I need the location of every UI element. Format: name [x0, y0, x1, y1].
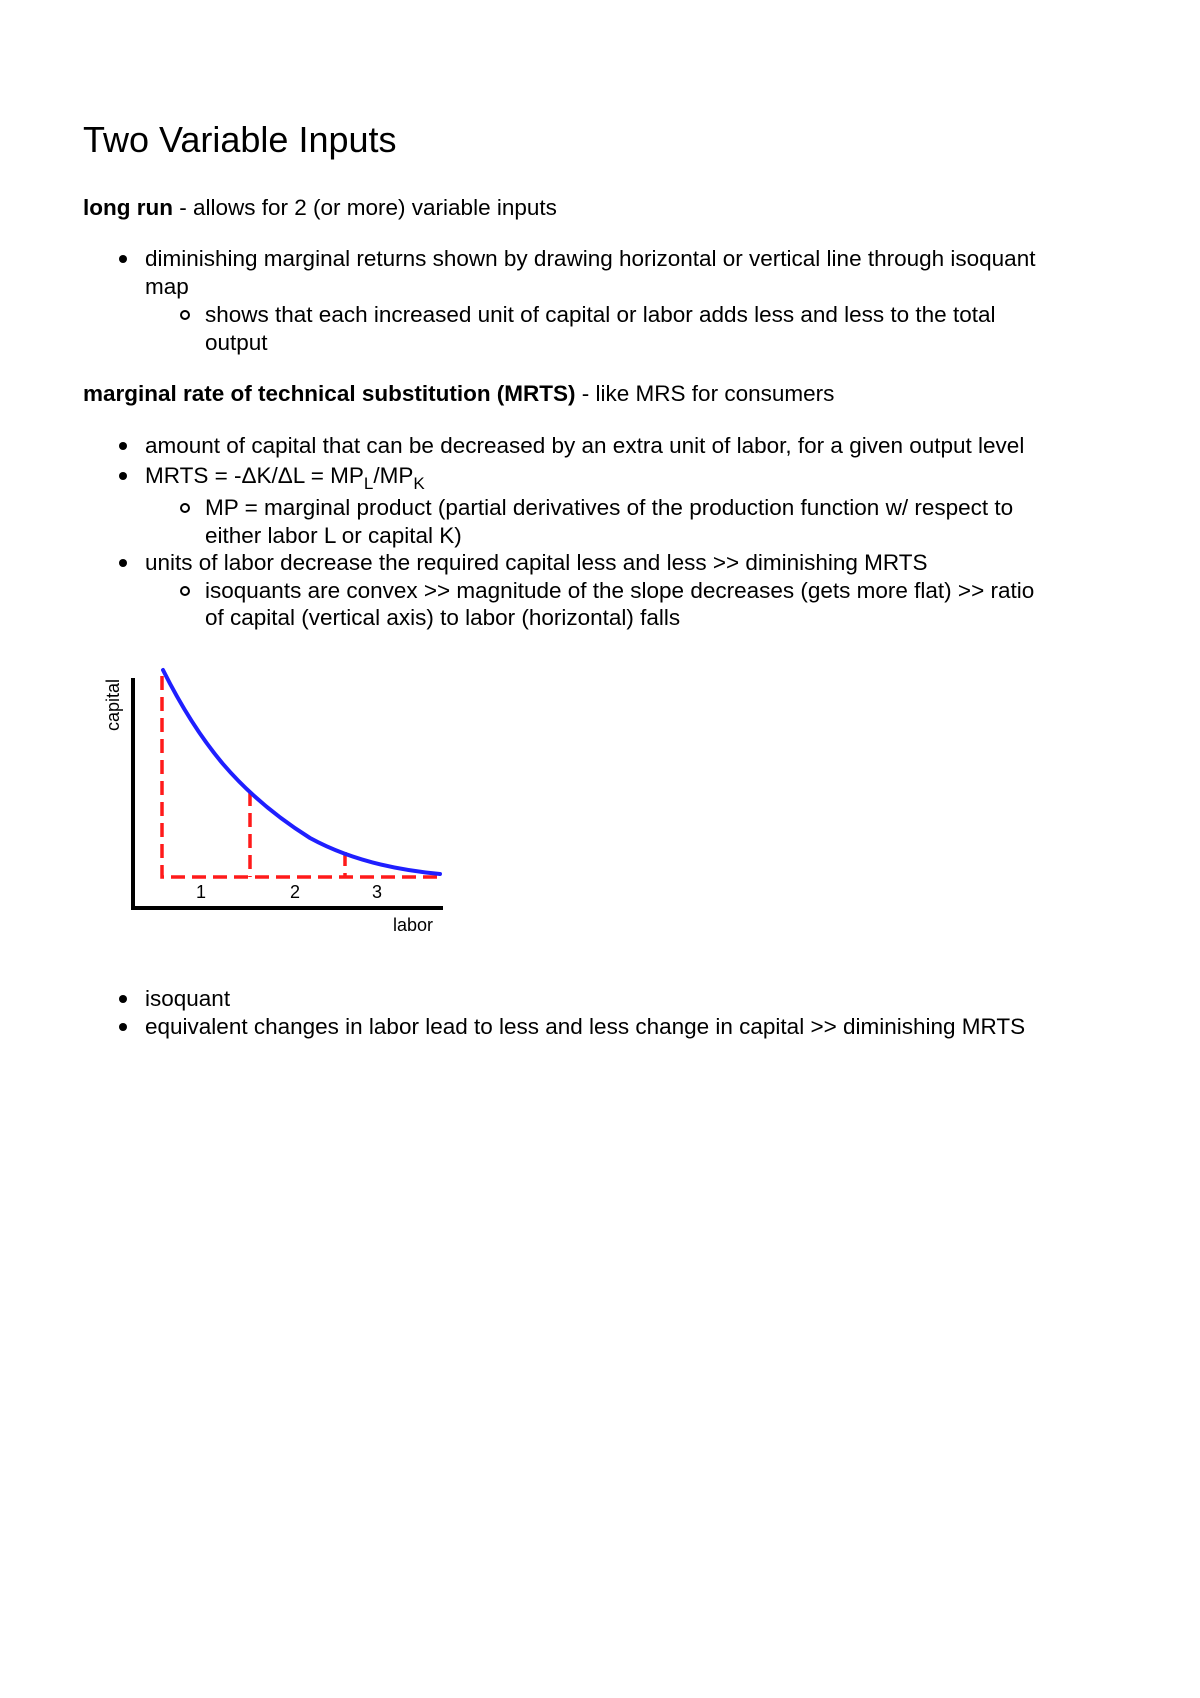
list-item-text: either labor L or capital K): [205, 523, 462, 548]
tick-label-2: 2: [289, 882, 301, 902]
formula-text-mid: /MP: [373, 463, 414, 488]
list-item-formula: [145, 462, 425, 493]
mrts-definition: - like MRS for consumers: [575, 381, 835, 406]
sub-list-item-continuation: [205, 522, 462, 550]
list-item-text: equivalent changes in labor lead to less and less change in capital >> diminishing MRTS: [145, 1014, 1026, 1039]
list-item-text: MP = marginal product (partial derivatives of the production function w/ respect to: [205, 495, 1014, 520]
list-item-text: of capital (vertical axis) to labor (horizontal) falls: [205, 605, 681, 630]
list-item-text: map: [145, 274, 189, 299]
sub-list-item: [205, 494, 1013, 522]
list-item-text: isoquants are convex >> magnitude of the slope decreases (gets more flat) >> ratio: [205, 578, 1035, 603]
formula-subscript-k: K: [413, 474, 425, 493]
list-item-text: diminishing marginal returns shown by drawing horizontal or vertical line through isoquant: [145, 246, 1036, 271]
y-axis-label: capital: [103, 678, 123, 732]
list-item: [145, 245, 1035, 273]
sub-list-item-continuation: [205, 604, 680, 632]
page-title: Two Variable Inputs: [83, 119, 397, 160]
bullet-icon: [119, 559, 127, 567]
tick-label-3: 3: [371, 882, 383, 902]
guide-line-outer: [162, 676, 438, 877]
hollow-bullet-icon: [180, 586, 190, 596]
bullet-icon: [119, 995, 127, 1003]
list-item: [145, 432, 1024, 460]
isoquant-curve: [163, 670, 440, 874]
list-item-text: amount of capital that can be decreased by an extra unit of labor, for a given output level: [145, 433, 1025, 458]
list-item: [145, 985, 230, 1013]
list-item: [145, 1013, 1025, 1041]
bullet-icon: [119, 442, 127, 450]
mrts-paragraph: [83, 380, 834, 408]
formula-subscript-l: L: [363, 474, 374, 493]
hollow-bullet-icon: [180, 310, 190, 320]
list-item-text: isoquant: [145, 986, 231, 1011]
list-item-text: shows that each increased unit of capital or labor adds less and less to the total: [205, 302, 996, 327]
mrts-term: marginal rate of technical substitution (MRTS): [83, 381, 576, 406]
hollow-bullet-icon: [180, 503, 190, 513]
list-item-text: output: [205, 330, 268, 355]
long-run-paragraph: [83, 194, 557, 222]
x-axis-label: labor: [392, 915, 434, 935]
sub-list-item: [205, 301, 995, 329]
guide-lines: [162, 676, 438, 877]
list-item: [145, 549, 928, 577]
long-run-term: long run: [83, 195, 173, 220]
sub-list-item: [205, 577, 1034, 605]
tick-label-1: 1: [195, 882, 207, 902]
long-run-definition: - allows for 2 (or more) variable inputs: [172, 195, 557, 220]
formula-text: MRTS = -ΔK/ΔL = MP: [145, 463, 364, 488]
bullet-icon: [119, 255, 127, 263]
list-item-continuation: [145, 273, 189, 301]
bullet-icon: [119, 1023, 127, 1031]
isoquant-chart: [95, 660, 455, 940]
list-item-text: units of labor decrease the required capital less and less >> diminishing MRTS: [145, 550, 928, 575]
bullet-icon: [119, 472, 127, 480]
sub-list-item-continuation: [205, 329, 268, 357]
